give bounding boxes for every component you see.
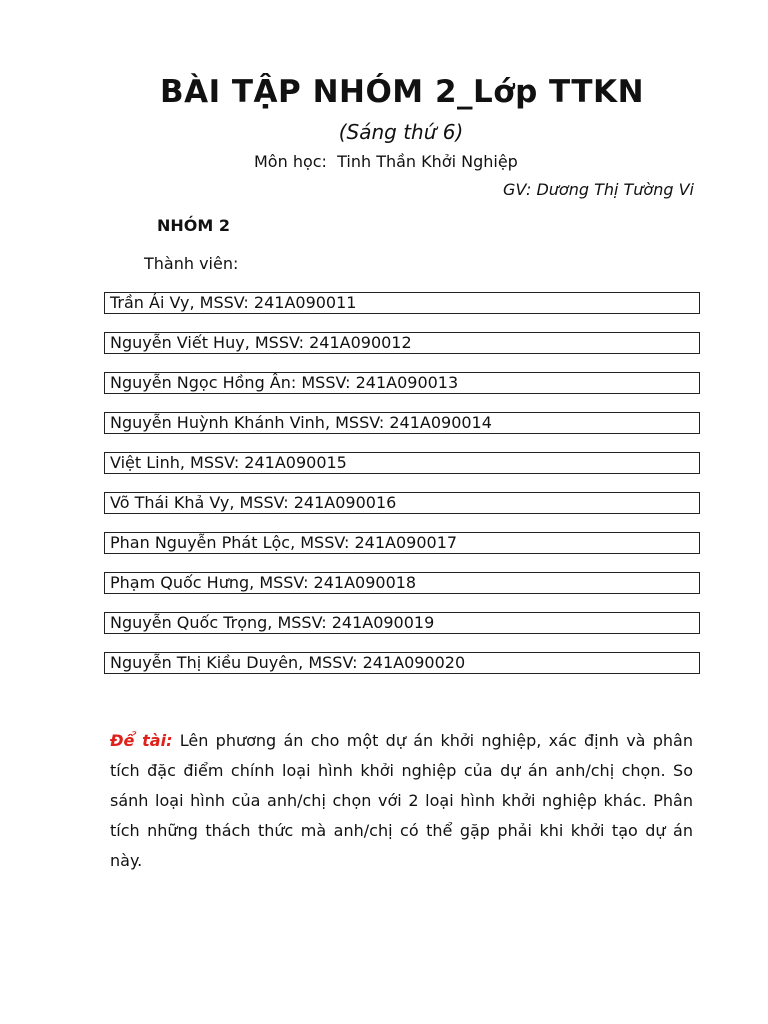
member-row: Phan Nguyễn Phát Lộc, MSSV: 241A090017 [104,532,700,554]
member-row: Võ Thái Khả Vy, MSSV: 241A090016 [104,492,700,514]
member-row: Nguyễn Huỳnh Khánh Vinh, MSSV: 241A090014 [104,412,700,434]
member-list [104,292,700,692]
teacher-line: GV: Dương Thị Tường Vi [503,180,694,199]
member-row: Trần Ái Vy, MSSV: 241A090011 [104,292,700,314]
member-row: Phạm Quốc Hưng, MSSV: 241A090018 [104,572,700,594]
subject-line: Môn học: Tinh Thần Khởi Nghiệp [254,152,518,171]
topic-paragraph [110,726,693,876]
document-subtitle: (Sáng thứ 6) [338,120,464,144]
group-name: NHÓM 2 [157,216,231,235]
document-title: BÀI TẬP NHÓM 2_Lớp TTKN [159,74,645,110]
member-row: Nguyễn Thị Kiều Duyên, MSSV: 241A090020 [104,652,700,674]
member-row: Nguyễn Quốc Trọng, MSSV: 241A090019 [104,612,700,634]
topic-label: Để tài [110,731,167,750]
member-row: Nguyễn Ngọc Hồng Ân: MSSV: 241A090013 [104,372,700,394]
members-label: Thành viên: [144,254,239,273]
topic-text: Lên phương án cho một dự án khởi nghiệp, xác định và phân tích đặc điểm chính loại hình khởi nghiệp của dự án anh/chị chọn. So sánh loại hình của anh/chị chọn với 2 loại hình khởi nghiệp khác. Phân tích những thách thức mà anh/chị có thể gặp phải khi khởi tạo dự án này. [110,731,693,870]
member-row: Việt Linh, MSSV: 241A090015 [104,452,700,474]
member-row: Nguyễn Viết Huy, MSSV: 241A090012 [104,332,700,354]
topic-separator: : [166,731,173,750]
